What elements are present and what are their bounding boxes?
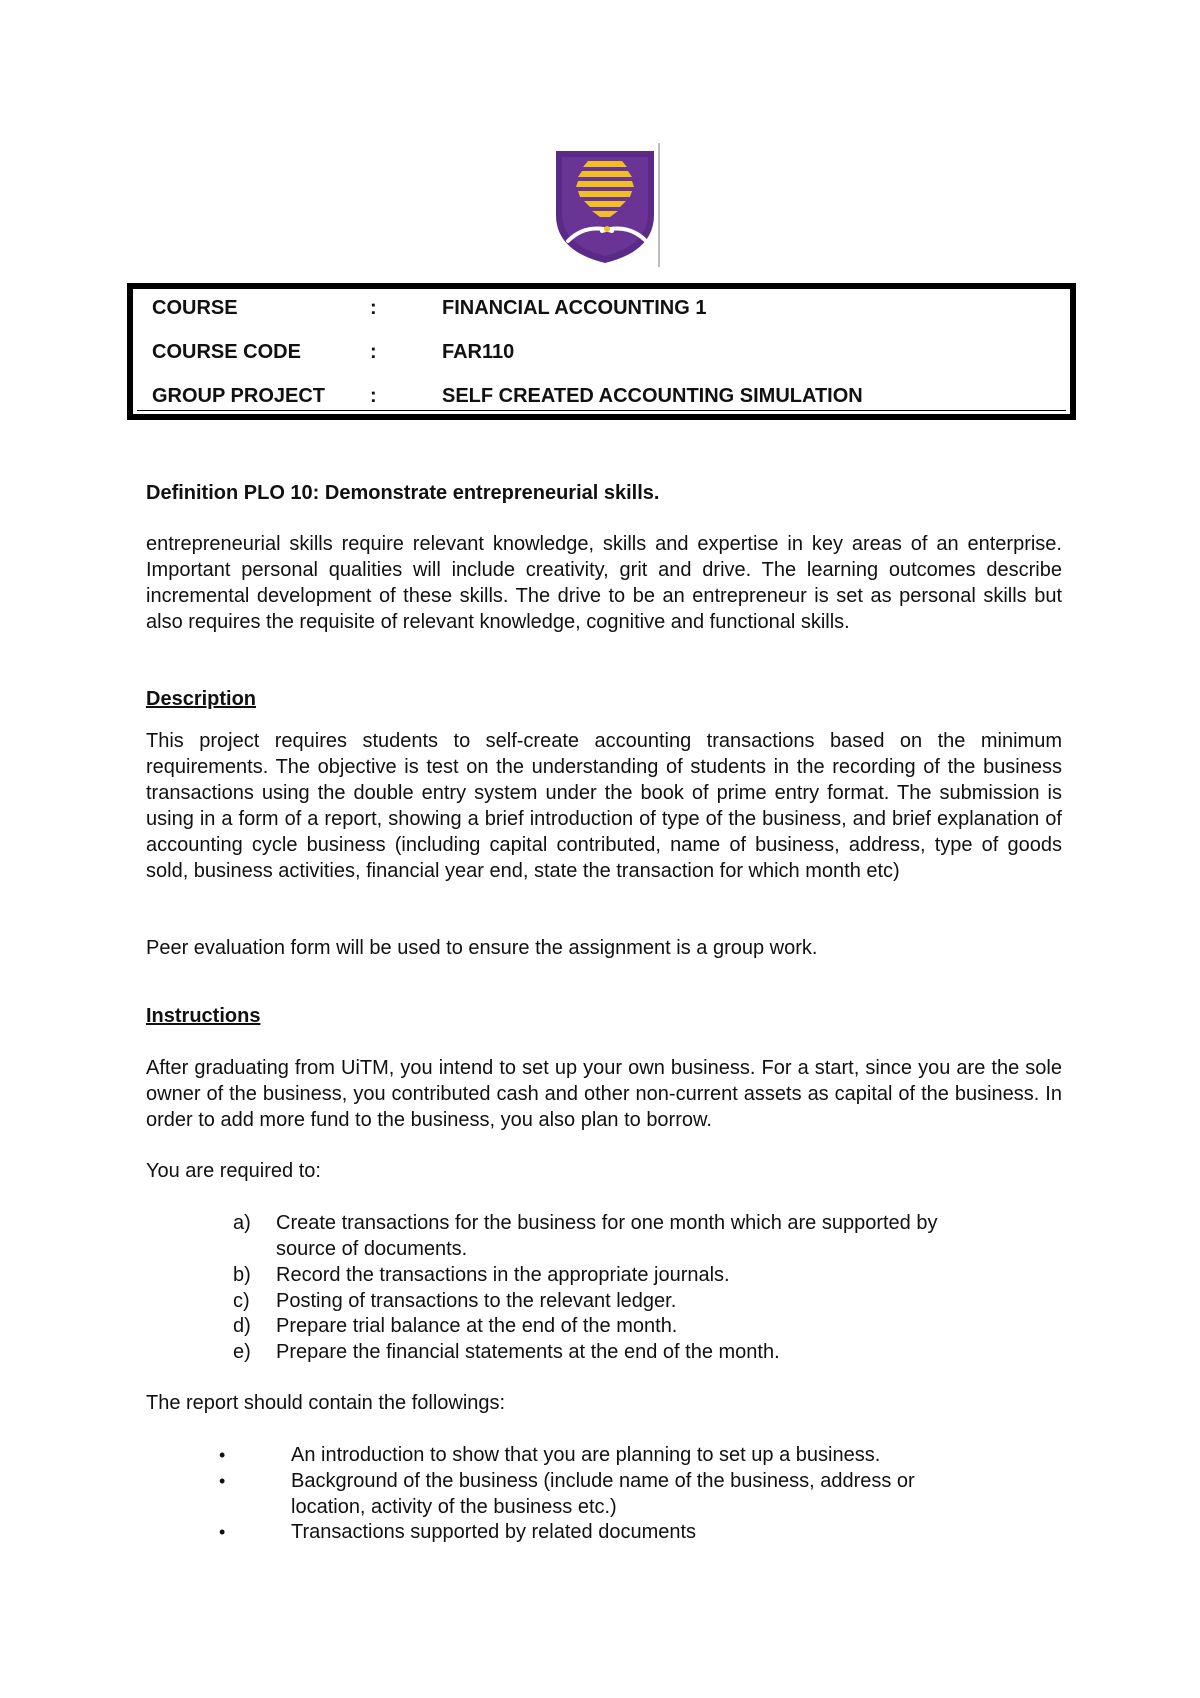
logo-divider [658,143,660,267]
bullet-icon: • [219,1471,226,1491]
list-text: Create transactions for the business for one month which are supported by source of documents. [276,1212,938,1260]
university-crest-icon [552,143,662,267]
group-project-separator: : [370,385,377,407]
definition-body: entrepreneurial skills require relevant knowledge, skills and expertise in key areas of an enterprise. Important personal qualities will include creativity, grit and drive. The learning outcomes describe incremental development of these skills. The drive to be an entrepreneur is set as personal skills but also requires the requisite of relevant knowledge, cognitive and functional skills. [146,533,1062,633]
peer-evaluation-paragraph: Peer evaluation form will be used to ensure the assignment is a group work. [146,937,818,959]
course-separator: : [370,297,377,319]
course-code-value: FAR110 [442,341,515,363]
group-project-label: GROUP PROJECT [152,385,325,407]
course-code-separator: : [370,341,377,363]
definition-title: Definition PLO 10: Demonstrate entrepreneurial skills. [146,482,660,504]
list-text: An introduction to show that you are planning to set up a business. [291,1444,881,1466]
list-marker: e) [233,1341,251,1363]
list-text: Transactions supported by related documents [291,1521,697,1543]
list-text: Background of the business (include name of the business, address or location, activity of the business etc.) [291,1470,915,1518]
list-text: Record the transactions in the appropriate journals. [276,1264,730,1286]
list-marker: b) [233,1264,251,1286]
instructions-heading: Instructions [146,1005,261,1027]
course-info-box [127,283,1076,420]
required-intro: You are required to: [146,1160,321,1182]
instructions-paragraph: After graduating from UiTM, you intend to set up your own business. For a start, since you are the sole owner of the business, you contributed cash and other non-current assets as capital of the business. In order to add more fund to the business, you also plan to borrow. [146,1057,1062,1131]
course-code-label: COURSE CODE [152,341,301,363]
list-text: Prepare trial balance at the end of the month. [276,1315,678,1337]
course-label: COURSE [152,297,238,319]
box-inner-rule [137,410,1066,411]
course-value: FINANCIAL ACCOUNTING 1 [442,297,707,319]
bullet-icon: • [219,1522,226,1542]
list-text: Prepare the financial statements at the end of the month. [276,1341,780,1363]
description-heading: Description [146,688,257,710]
group-project-value: SELF CREATED ACCOUNTING SIMULATION [442,385,863,407]
list-text: Posting of transactions to the relevant ledger. [276,1290,677,1312]
list-marker: d) [233,1315,251,1337]
university-logo [552,143,664,267]
list-marker: a) [233,1212,251,1234]
report-intro: The report should contain the followings: [146,1392,506,1414]
description-paragraph: This project requires students to self-create accounting transactions based on the minimum requirements. The objective is test on the understanding of students in the recording of the business transactions using the double entry system under the book of prime entry format. The submission is using in a form of a report, showing a brief introduction of type of the business, and brief explanation of accounting cycle business (including capital contributed, name of business, address, type of goods sold, business activities, financial year end, state the transaction for which month etc) [146,730,1062,882]
bullet-icon: • [219,1445,226,1465]
list-marker: c) [233,1290,250,1312]
